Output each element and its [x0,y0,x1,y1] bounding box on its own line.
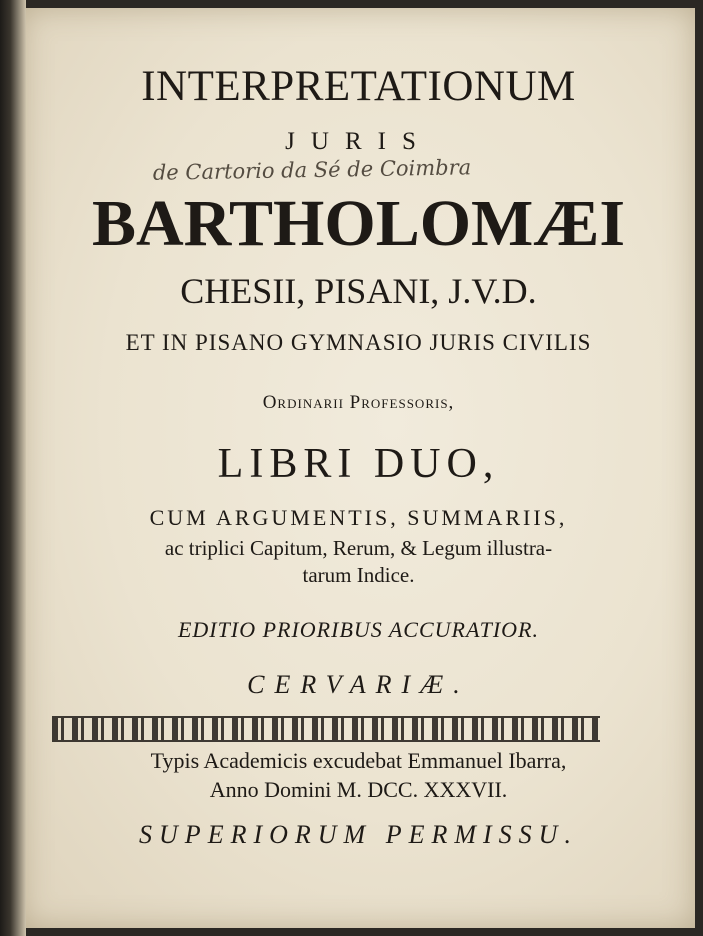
contents-line-2: ac triplici Capitum, Rerum, & Legum illustra- [164,536,553,560]
author-details: CHESII, PISANI, J.V.D. [180,271,537,311]
contents-line-3: tarum Indice. [302,563,415,587]
imprint-printer: Typis Academicis excudebat Emmanuel Ibarra, [150,748,567,773]
volume-count: LIBRI DUO, [217,441,500,487]
author-title: Ordinarii Professoris, [262,392,455,413]
place-of-publication: CERVARIÆ. [247,670,470,699]
title-line-juris: JURIS [285,128,432,155]
edition-statement: EDITIO PRIORIBUS ACCURATIOR. [177,617,539,642]
printers-ornament-border [52,716,600,742]
contents-line-1: CUM ARGUMENTIS, SUMMARIIS, [149,505,568,530]
license-statement: SUPERIORUM PERMISSU. [139,820,578,849]
author-name: BARTHOLOMÆI [91,187,626,260]
handwritten-provenance-note: de Cartorio da Sé de Coimbra [152,155,472,185]
author-affiliation: ET IN PISANO GYMNASIO JURIS CIVILIS [125,330,592,355]
imprint-date: Anno Domini M. DCC. XXXVII. [209,777,508,802]
title-line-interpretationum: INTERPRETATIONUM [141,63,576,110]
